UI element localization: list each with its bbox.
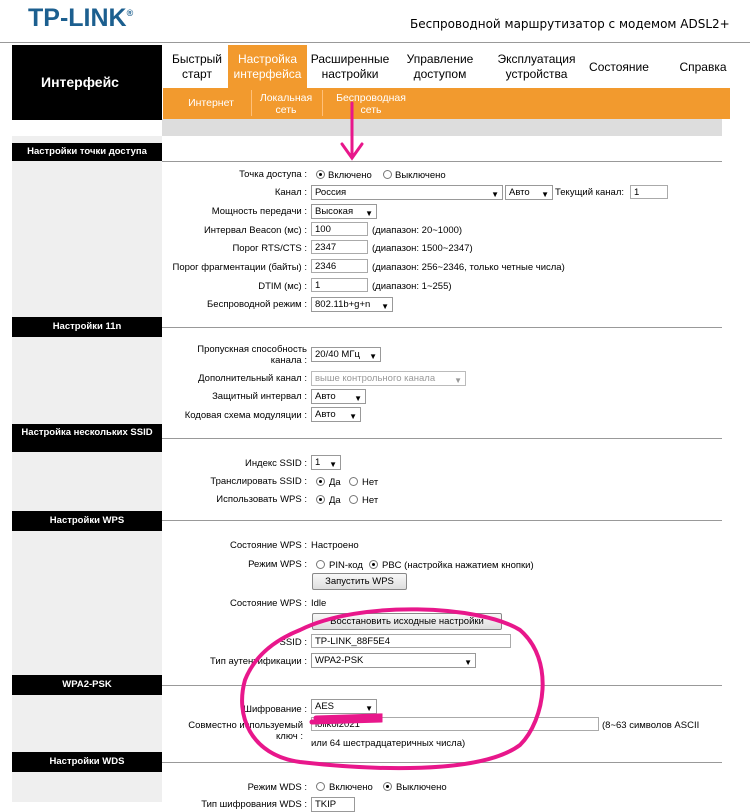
bandwidth-label: Пропускная способность канала : — [197, 344, 307, 366]
psk-field[interactable]: lolikol2021 — [311, 717, 599, 731]
menu-interface-setup[interactable]: Настройка интерфейса — [233, 52, 302, 81]
chevron-down-icon: ▼ — [381, 302, 389, 311]
ext-channel-select[interactable]: выше контрольного канала ▼ — [311, 371, 466, 386]
dtim-range: (диапазон: 1~255) — [372, 281, 452, 292]
wps-pin-label: PIN-код — [329, 560, 363, 571]
ssid-field[interactable]: TP-LINK_88F5E4 — [311, 634, 511, 648]
section-ssid-settings: Настройка нескольких SSID — [12, 424, 162, 452]
dtim-field[interactable]: 1 — [311, 278, 368, 292]
use-wps-no-label: Нет — [362, 495, 379, 506]
broadcast-ssid-no-label: Нет — [362, 477, 379, 488]
beacon-field[interactable]: 100 — [311, 222, 368, 236]
psk-hint-1: (8~63 символов ASCII — [602, 720, 700, 731]
bandwidth-select[interactable]: 20/40 МГц ▼ — [311, 347, 381, 362]
wps-state2-label: Состояние WPS : — [230, 598, 307, 609]
chevron-down-icon: ▼ — [349, 412, 357, 421]
product-title: Беспроводной маршрутизатор с модемом ADSL2+ — [410, 17, 730, 31]
rts-label: Порог RTS/CTS : — [232, 243, 307, 254]
beacon-label: Интервал Beacon (мс) : — [203, 225, 307, 236]
wps-state-value: Настроено — [311, 540, 359, 551]
wds-encryption-label: Тип шифрования WDS : — [201, 799, 307, 810]
use-wps-yes-label: Да — [329, 495, 341, 506]
wps-state2-value: Idle — [311, 598, 327, 609]
channel-region-select[interactable]: Россия ▼ — [311, 185, 503, 200]
menu-status[interactable]: Состояние — [589, 60, 649, 74]
submenu-wireless[interactable]: Беспроводная сеть — [336, 92, 406, 116]
wireless-mode-label: Беспроводной режим : — [207, 299, 307, 310]
broadcast-ssid-label: Транслировать SSID : — [210, 476, 307, 487]
auth-type-select[interactable]: WPA2-PSK ▼ — [311, 653, 476, 668]
chevron-down-icon: ▼ — [454, 376, 462, 385]
menu-help[interactable]: Справка — [679, 60, 727, 74]
ssid-label: SSID : — [279, 637, 307, 648]
beacon-range: (диапазон: 20~1000) — [372, 225, 463, 236]
chevron-down-icon: ▼ — [541, 190, 549, 199]
section-11n-settings: Настройки 11n — [12, 317, 162, 337]
wds-on-label: Включено — [329, 782, 373, 793]
frag-range: (диапазон: 256~2346, только четные числа) — [372, 262, 565, 273]
chevron-down-icon: ▼ — [464, 658, 472, 667]
chevron-down-icon: ▼ — [365, 704, 373, 713]
access-point-label: Точка доступа : — [239, 169, 307, 180]
wds-off-label: Выключено — [396, 782, 447, 793]
rts-range: (диапазон: 1500~2347) — [372, 243, 473, 254]
sidebar-title: Интерфейс — [41, 74, 119, 90]
chevron-down-icon: ▼ — [365, 209, 373, 218]
section-wds-settings: Настройки WDS — [12, 752, 162, 772]
guard-interval-label: Защитный интервал : — [212, 391, 307, 402]
wps-mode-label: Режим WPS : — [248, 559, 307, 570]
restore-defaults-button[interactable]: Восстановить исходные настройки — [312, 613, 502, 630]
section-wps-settings: Настройки WPS — [12, 511, 162, 531]
ssid-index-label: Индекс SSID : — [244, 458, 307, 469]
access-point-on-label: Включено — [328, 170, 372, 181]
chevron-down-icon: ▼ — [354, 394, 362, 403]
rts-field[interactable]: 2347 — [311, 240, 368, 254]
access-point-off-label: Выключено — [395, 170, 446, 181]
chevron-down-icon: ▼ — [329, 460, 337, 469]
current-channel-field[interactable]: 1 — [630, 185, 668, 199]
wds-encryption-select[interactable]: TKIP — [311, 797, 355, 812]
frag-field[interactable]: 2346 — [311, 259, 368, 273]
section-ap-settings: Настройки точки доступа — [12, 143, 162, 161]
section-wpa2-psk: WPA2-PSK — [12, 675, 162, 695]
menu-advanced-setup[interactable]: Расширенные настройки — [310, 52, 390, 81]
menu-quick-start[interactable]: Быстрый старт — [172, 52, 222, 81]
encryption-label: Шифрование : — [243, 704, 307, 715]
encryption-select[interactable]: AES ▼ — [311, 699, 377, 714]
wireless-mode-select[interactable]: 802.11b+g+n ▼ — [311, 297, 393, 312]
current-channel-label: Текущий канал: — [555, 187, 624, 198]
annotation-circle — [242, 609, 543, 768]
menu-maintenance[interactable]: Эксплуатация устройства — [497, 52, 576, 81]
use-wps-label: Использовать WPS : — [216, 494, 307, 505]
wds-mode-label: Режим WDS : — [247, 782, 307, 793]
annotation-scribble — [312, 716, 380, 722]
psk-label: Совместно используемый ключ : — [188, 720, 303, 742]
tp-link-logo: TP-LINK® — [28, 4, 134, 32]
submenu-internet[interactable]: Интернет — [188, 97, 234, 109]
power-label: Мощность передачи : — [211, 206, 307, 217]
chevron-down-icon: ▼ — [369, 352, 377, 361]
power-select[interactable]: Высокая ▼ — [311, 204, 377, 219]
menu-access-management[interactable]: Управление доступом — [406, 52, 474, 81]
mcs-select[interactable]: Авто ▼ — [311, 407, 361, 422]
broadcast-ssid-yes-label: Да — [329, 477, 341, 488]
annotation-arrow — [342, 103, 362, 158]
frag-label: Порог фрагментации (байты) : — [172, 262, 307, 273]
psk-hint-2: или 64 шестрадцатеричных числа) — [311, 738, 466, 749]
mcs-label: Кодовая схема модуляции : — [184, 410, 307, 421]
wps-state-label: Состояние WPS : — [230, 540, 307, 551]
chevron-down-icon: ▼ — [491, 190, 499, 199]
ext-channel-label: Дополнительный канал : — [198, 373, 307, 384]
dtim-label: DTIM (мс) : — [258, 281, 307, 292]
wps-pbc-label: PBC (настройка нажатием кнопки) — [382, 560, 534, 571]
channel-label: Канал : — [274, 187, 307, 198]
auth-type-label: Тип аутентификации : — [210, 656, 307, 667]
start-wps-button[interactable]: Запустить WPS — [312, 573, 407, 590]
channel-mode-select[interactable]: Авто ▼ — [505, 185, 553, 200]
ssid-index-select[interactable]: 1 ▼ — [311, 455, 341, 470]
guard-interval-select[interactable]: Авто ▼ — [311, 389, 366, 404]
submenu-lan[interactable]: Локальная сеть — [259, 92, 313, 116]
